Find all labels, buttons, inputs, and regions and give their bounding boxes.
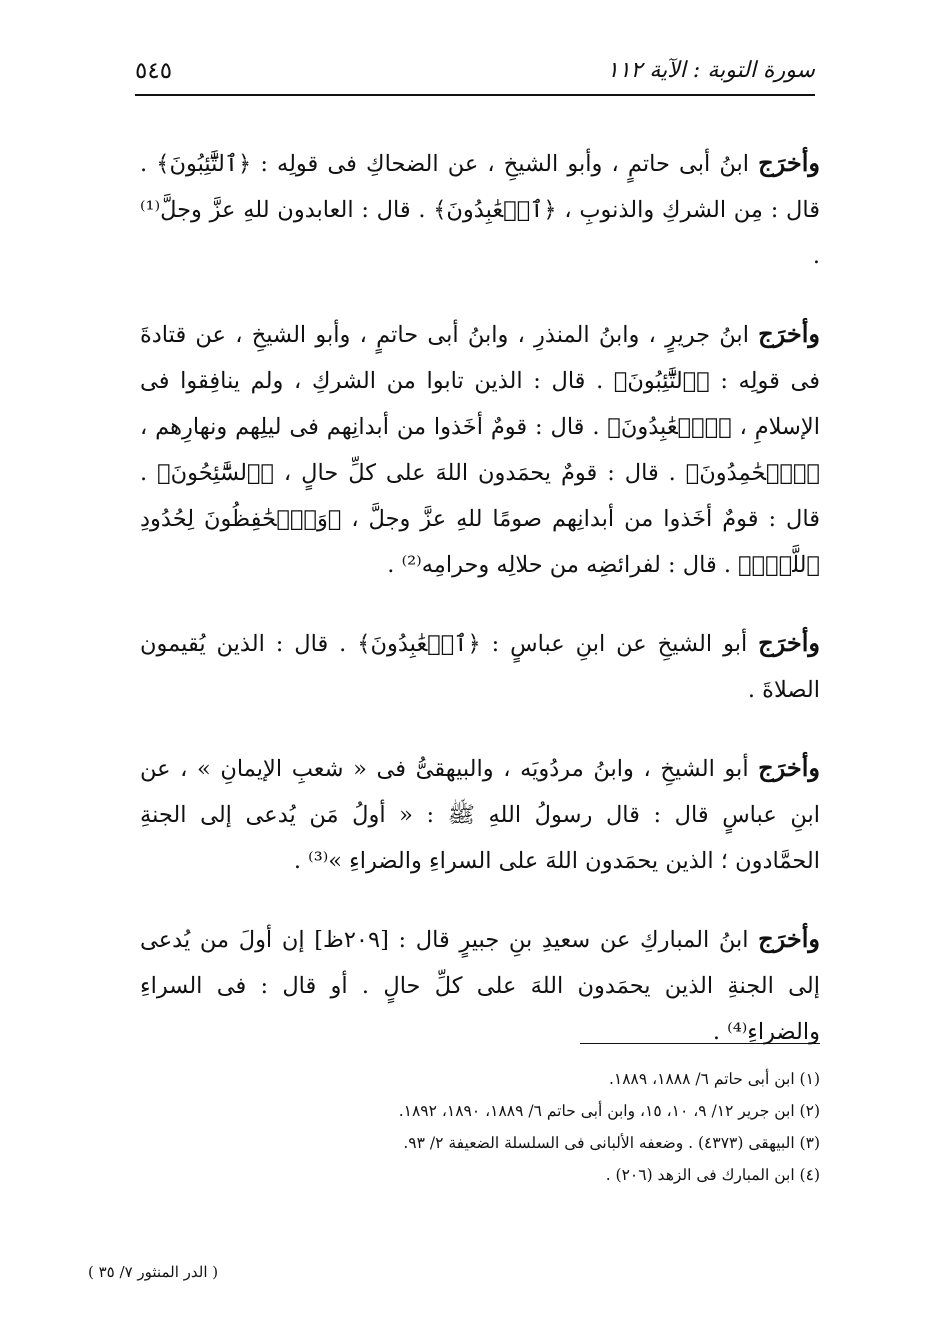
footnote: (٤) ابن المبارك فى الزهد (٢٠٦) . [605,1166,820,1184]
source-folio: ( الدر المنثور ٧/ ٣٥ ) [88,1263,219,1281]
footnote: (١) ابن أبى حاتم ٦/ ١٨٨٨، ١٨٨٩. [608,1070,820,1088]
running-title: سورة التوبة : الآية ١١٢ [606,58,815,83]
footnote-divider [580,1043,820,1044]
paragraph [140,620,820,713]
footnotes [140,1063,820,1191]
paragraph-text: أبو الشيخِ ، وابنُ مردُويَه ، والبيهقىُّ فى « شعبِ الإيمانِ » ، عن ابنِ عباسٍ قال : قال رسولُ اللهِ ﷺ : « أولُ مَن يُدعى إلى الجنةِ الحمَّادون ؛ الذين يحمَدون اللهَ على السراءِ والضراءِ »⁽³⁾ . [140,756,820,874]
paragraph-text: ابنُ المباركِ عن سعيدِ بنِ جبيرٍ قال : [٢٠٩ظ] إن أولَ من يُدعى إلى الجنةِ الذين يحمَدون اللهَ على كلِّ حالٍ . أو قال : فى السراءِ والضراءِ⁽⁴⁾ . [140,927,820,1045]
paragraph-text: ابنُ جريرٍ ، وابنُ المنذرِ ، وابنُ أبى حاتمٍ ، وأبو الشيخِ ، عن قتادةَ فى قولِه : ﴿ٱلتَّٰٓئِبُونَ﴾ . قال : الذين تابوا من الشركِ ، ولم ينافِقوا فى الإسلامِ ، ﴿ٱلۡعَٰبِدُونَ﴾ . قال : قومٌ أخَذوا من أبدانِهم فى ليلِهم ونهارِهم ، ﴿ٱلۡحَٰمِدُونَ﴾ . قال : قومٌ يحمَدون اللهَ على كلِّ حالٍ ، ﴿ٱلسَّٰٓئِحُونَ﴾ . قال : قومٌ أخَذوا من أبدانِهم صومًا للهِ عزَّ وجلَّ ، ﴿وَٱلۡحَٰفِظُونَ لِحُدُودِ ٱللَّهِۗ﴾ . قال : لفرائضِه من حلالِه وحرامِه⁽²⁾ . [140,322,820,578]
paragraph [140,916,820,1055]
paragraph-text: أبو الشيخِ عن ابنِ عباسٍ : ﴿ٱلۡعَٰبِدُونَ﴾ . قال : الذين يُقيمون الصلاةَ . [140,631,820,703]
footnote: (٣) البيهقى (٤٣٧٣) . وضعفه الألبانى فى السلسلة الضعيفة ٢/ ٩٣. [403,1134,820,1152]
footnote: (٢) ابن جرير ١٢/ ٩، ١٠، ١٥، وابن أبى حاتم ٦/ ١٨٨٩، ١٨٩٠، ١٨٩٢. [398,1102,820,1120]
paragraph-lead-word: وأخرَج [758,148,820,177]
paragraph [140,140,820,279]
paragraph-lead-word: وأخرَج [758,319,820,348]
paragraph-lead-word: وأخرَج [758,753,820,782]
page-number: ٥٤٥ [135,58,173,84]
paragraph [140,311,820,588]
paragraph-text: ابنُ أبى حاتمٍ ، وأبو الشيخِ ، عن الضحاكِ فى قولِه : ﴿ٱلتَّٰٓئِبُونَ﴾ . قال : مِن الشركِ والذنوبِ ، ﴿ٱلۡعَٰبِدُونَ﴾ . قال : العابدون للهِ عزَّ وجلَّ⁽¹⁾ . [140,151,820,269]
paragraph-lead-word: وأخرَج [758,924,820,953]
paragraph-lead-word: وأخرَج [758,628,820,657]
paragraph [140,745,820,884]
page-header [135,52,815,96]
main-text [140,140,820,1087]
